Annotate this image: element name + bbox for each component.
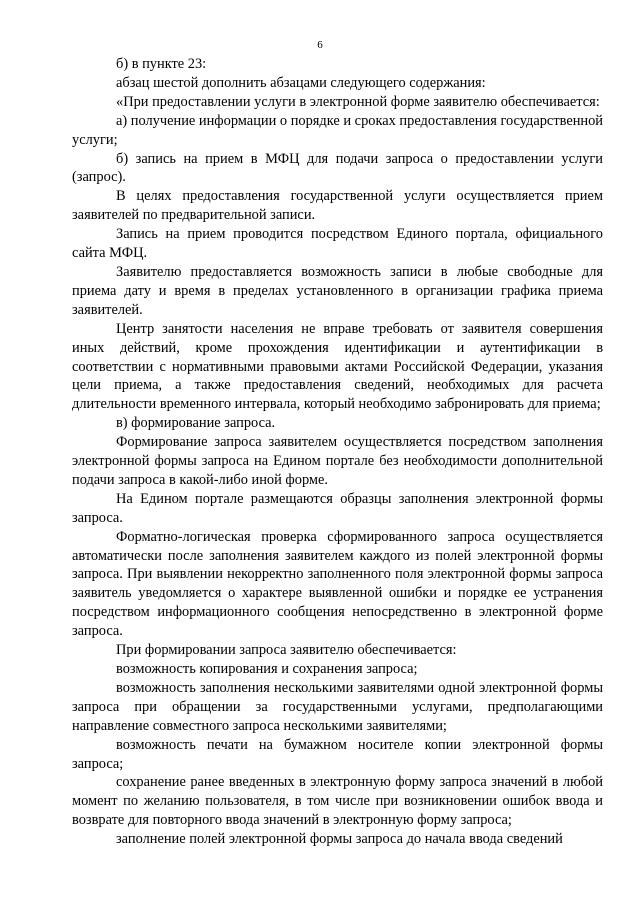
- paragraph: б) запись на прием в МФЦ для подачи запроса о предоставлении услуги (запрос).: [72, 150, 603, 186]
- page-number: 6: [317, 39, 323, 51]
- paragraph: в) формирование запроса.: [116, 415, 276, 432]
- paragraph: «При предоставлении услуги в электронной форме заявителю обеспечивается:: [116, 93, 600, 110]
- paragraph: абзац шестой дополнить абзацами следующего содержания:: [116, 74, 486, 91]
- paragraph: При формировании запроса заявителю обеспечивается:: [116, 642, 457, 659]
- paragraph: б) в пункте 23:: [116, 56, 207, 72]
- paragraph: возможность печати на бумажном носителе копии электронной формы запроса;: [72, 736, 603, 772]
- paragraph: Запись на прием проводится посредством Единого портала, официального сайта МФЦ.: [72, 226, 603, 262]
- paragraph: Центр занятости населения не вправе требовать от заявителя совершения иных действий, кроме прохождения идентификации и аутентификации в соответствии с нормативными правовыми актами Российской Федерации, указания цели приема, а также предоставления сведений, необходимых для расчета длительности временного интервала, который необходимо забронировать для приема;: [72, 320, 603, 413]
- paragraph: Формирование запроса заявителем осуществляется посредством заполнения электронной формы запроса на Едином портале без необходимости дополнительной подачи запроса в какой-либо иной форме.: [72, 434, 603, 488]
- paragraph: а) получение информации о порядке и сроках предоставления государственной услуги;: [72, 112, 603, 148]
- paragraph: возможность копирования и сохранения запроса;: [116, 661, 418, 677]
- paragraph: сохранение ранее введенных в электронную форму запроса значений в любой момент по желанию пользователя, в том числе при возникновении ошибок ввода и возврате для повторного ввода значений в электронную форму запроса;: [72, 774, 603, 829]
- document-body: [72, 55, 603, 849]
- paragraph: возможность заполнения несколькими заявителями одной электронной формы запроса при обращении за государственными услугами, предполагающими направление совместного запроса несколькими заявителями;: [72, 679, 603, 734]
- paragraph: В целях предоставления государственной услуги осуществляется прием заявителей по предварительной записи.: [72, 188, 603, 224]
- paragraph: заполнение полей электронной формы запроса до начала ввода сведений: [116, 831, 563, 848]
- paragraph: Заявителю предоставляется возможность записи в любые свободные для приема дату и время в пределах установленного в организации графика приема заявителей.: [72, 263, 603, 318]
- paragraph: Форматно-логическая проверка сформированного запроса осуществляется автоматически после заполнения заявителем каждого из полей электронной формы запроса. При выявлении некорректно заполненного поля электронной формы запроса заявитель уведомляется о характере выявленной ошибки и порядке ее устранения посредством информационного сообщения непосредственно в электронной форме запроса.: [72, 528, 603, 640]
- paragraph: На Едином портале размещаются образцы заполнения электронной формы запроса.: [72, 490, 603, 526]
